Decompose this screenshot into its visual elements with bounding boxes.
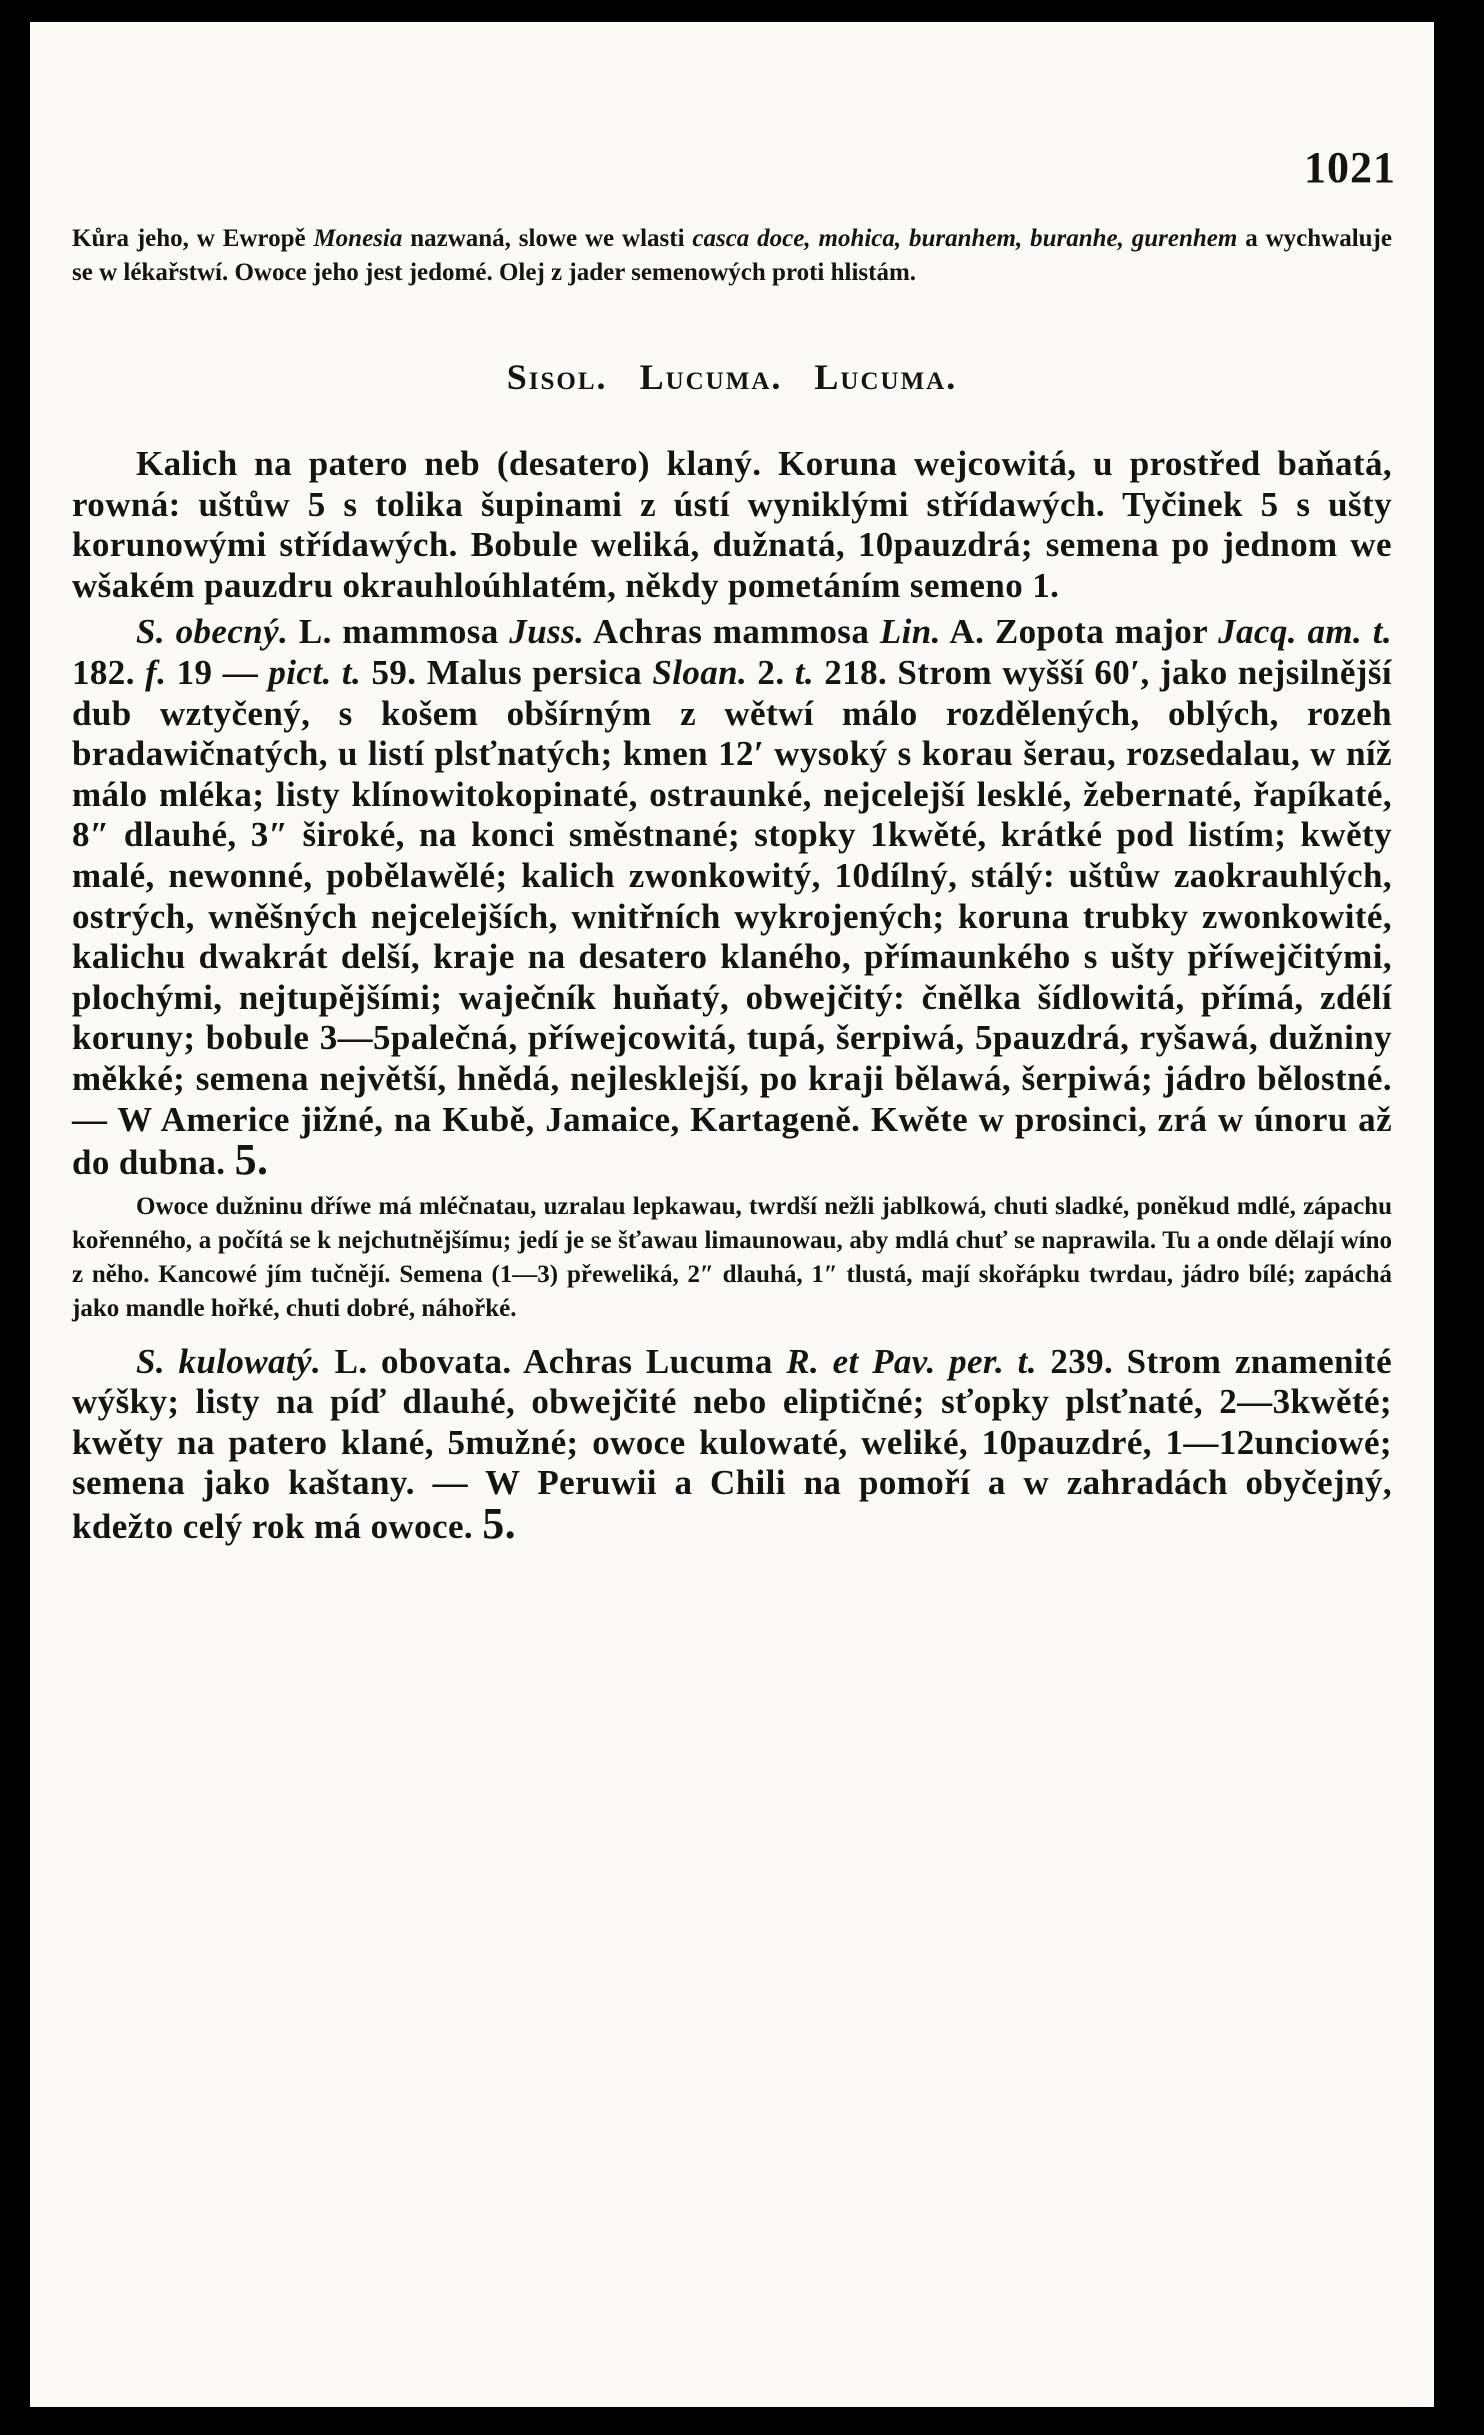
book-page [30, 22, 1434, 2407]
species-kulowaty: S. kulowatý. L. obovata. Achras Lucuma R. et Pav. per. t. 239. Strom znamenité wýšky; listy na píď dlauhé, obwejčité nebo eliptičné; sťopky plsťnaté, 2—3kwěté; kwěty na patero klané, 5mužné; owoce kulowaté, weliké, 10pauzdré, 1—12unciowé; semena jako kaštany. — W Peruwii a Chili na pomoří a w zahradách obyčejný, kdežto celý rok má owoce. 5. [72, 1341, 1393, 1549]
page-content [72, 222, 1392, 1548]
perennial-symbol: 5. [234, 1135, 269, 1185]
genus-heading: Sisol. Lucuma. Lucuma. [506, 357, 958, 397]
perennial-symbol: 5. [482, 1499, 517, 1549]
genus-description: Kalich na patero neb (desatero) klaný. Koruna wejcowitá, u prostřed baňatá, rowná: uštůw 5 s tolika šupinami z ústí wyniklými střídawých. Tyčinek 5 s ušty korunowými střídawých. Bobule weliká, dužnatá, 10pauzdrá; semena po jednom we wšakém pauzdru okrauhloúhlatém, někdy pometáním semeno 1. [72, 444, 1392, 605]
species-obecny-note: Owoce dužninu dříwe má mléčnatau, uzralau lepkawau, twrdší nežli jablkowá, chuti sladké, poněkud mdlé, zápachu kořenného, a počítá se k nejchutnějšímu; jedí je se šťawau limaunowau, aby mdlá chuť se naprawila. Tu a onde dělají wíno z něho. Kancowé jím tučnějí. Semena (1—3) přeweliká, 2″ dlauhá, 1″ tlustá, mají skořápku twrdau, jádro bílé; zapáchá jako mandle hořké, chuti dobré, náhořké. [72, 1192, 1392, 1322]
page-number: 1021 [1304, 143, 1396, 192]
intro-paragraph: Kůra jeho, w Ewropě Monesia nazwaná, slowe we wlasti casca doce, mohica, buranhem, buranhe, gurenhem a wychwaluje se w lékařstwí. Owoce jeho jest jedomé. Olej z jader semenowých proti hlistám. [72, 225, 1392, 286]
species-obecny: S. obecný. L. mammosa Juss. Achras mammosa Lin. A. Zopota major Jacq. am. t. 182. f. 19 — pict. t. 59. Malus persica Sloan. 2. t. 218. Strom wyšší 60′, jako nejsilnější dub wztyčený, s košem obšírným z wětwí málo rozdělených, oblých, rozeh bradawičnatých, u listí plsťnatých; kmen 12′ wysoký s korau šerau, rozsedalau, w níž málo mléka; listy klínowitokopinaté, ostraunké, nejcelejší lesklé, žebernaté, řapíkaté, 8″ dlauhé, 3″ široké, na konci směstnané; stopky 1kwěté, krátké pod listím; kwěty malé, newonné, pobělawělé; kalich zwonkowitý, 10dílný, stálý: uštůw zaokrauhlých, ostrých, wněšných nejcelejších, wnitřních wykrojených; koruna trubky zwonkowité, kalichu dwakrát delší, kraje na desatero klaného, přímaunkého s ušty příwejčitými, plochými, nejtupějšími; waječník huňatý, obwejčitý: čnělka šídlowitá, přímá, zdélí koruny; bobule 3—5palečná, příwejcowitá, tupá, šerpiwá, 5pauzdrá, ryšawá, dužniny měkké; semena největší, hnědá, nejlesklejší, po kraji bělawá, šerpiwá; jádro bělostné. — W Americe jižné, na Kubě, Jamaice, Kartageně. Kwěte w prosinci, zrá w únoru až do dubna. 5. [72, 612, 1393, 1185]
